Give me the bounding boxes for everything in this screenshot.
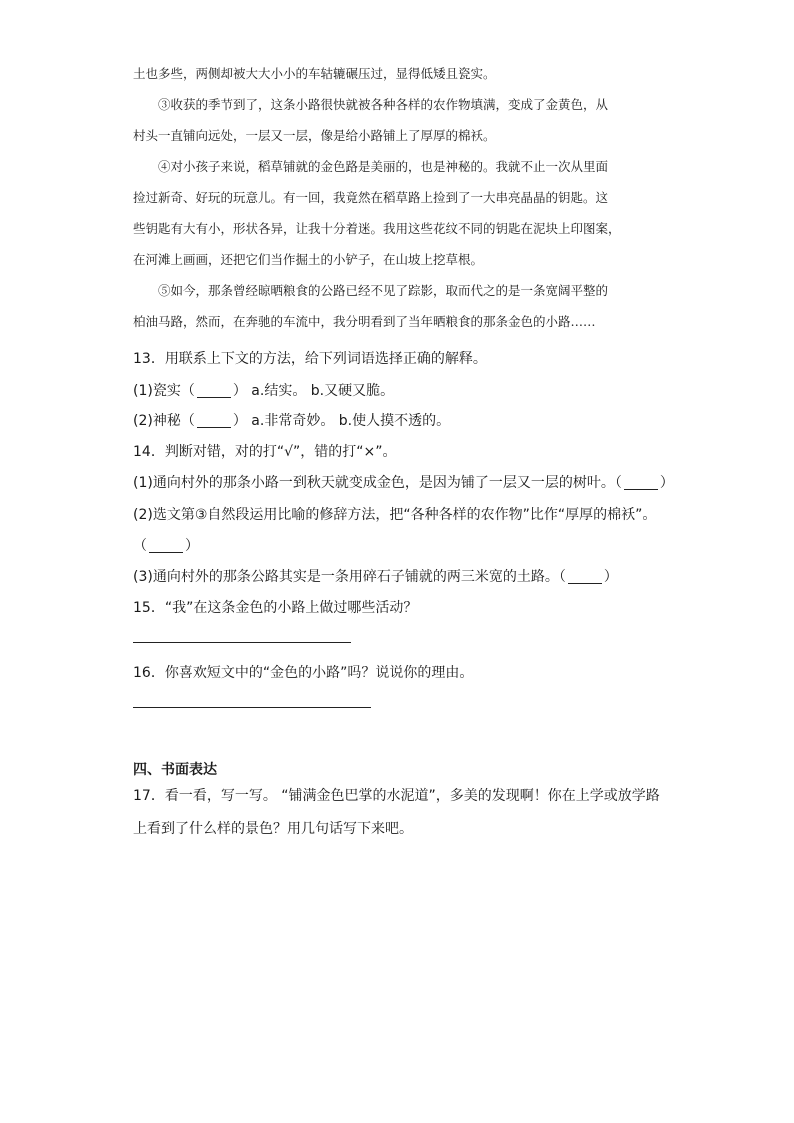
answer-blank[interactable]: [197, 413, 231, 428]
question-16-answer-line[interactable]: [133, 707, 371, 708]
passage-paragraph-3: ③收获的季节到了，这条小路很快就被各种各样的农作物填满，变成了金黄色，从: [158, 97, 609, 112]
answer-blank[interactable]: [624, 475, 658, 490]
item-options: ） a.非常奇妙。 b.使人摸不透的。: [232, 413, 451, 429]
question-15-answer-line[interactable]: [133, 642, 351, 643]
question-13-item-1: [133, 380, 394, 400]
passage-paragraph-4: ④对小孩子来说，稻草铺就的金色路是美丽的，也是神秘的。我就不止一次从里面: [158, 159, 609, 174]
reading-passage: [133, 58, 663, 337]
question-14-item-1: [133, 472, 674, 492]
item-text: (2)神秘（: [133, 413, 195, 429]
item-bracket: ）: [603, 569, 618, 585]
answer-blank[interactable]: [149, 538, 183, 553]
item-text: (1)瓷实（: [133, 383, 195, 399]
passage-line: 些钥匙有大有小，形状各异，让我十分着迷。我用这些花纹不同的钥匙在泥块上印图案，: [133, 221, 621, 236]
question-15-stem: 15．“我”在这条金色的小路上做过哪些活动？: [133, 600, 418, 616]
question-13-item-2: [133, 410, 450, 430]
item-text: (3)通向村外的那条公路其实是一条用碎石子铺就的两三米宽的土路。（: [133, 569, 566, 585]
passage-line: 土也多些，两侧却被大大小小的车轱辘碾压过，显得低矮且瓷实。: [133, 66, 496, 81]
item-bracket: ）: [185, 538, 199, 554]
passage-line: 村头一直铺向远处，一层又一层，像是给小路铺上了厚厚的棉袄。: [133, 128, 496, 143]
answer-blank[interactable]: [568, 569, 602, 584]
item-options: ） a.结实。 b.又硬又脆。: [232, 383, 395, 399]
answer-blank[interactable]: [197, 383, 231, 398]
question-17-line-1: 17．看一看，写一写。 “铺满金色巴掌的水泥道”，多美的发现啊！你在上学或放学路: [133, 788, 660, 804]
passage-line: 柏油马路，然而，在奔驰的车流中，我分明看到了当年晒粮食的那条金色的小路……: [133, 314, 596, 329]
question-14-item-2: (2)选文第③自然段运用比喻的修辞方法，把“各种各样的农作物”比作“厚厚的棉袄”。: [133, 507, 657, 523]
question-14-item-2-answer: [133, 535, 199, 555]
question-14-item-3: [133, 566, 618, 586]
question-13-stem: 13．用联系上下文的方法，给下列词语选择正确的解释。: [133, 351, 487, 367]
item-bracket: （: [133, 538, 147, 554]
question-14-stem: 14．判断对错，对的打“√”，错的打“×”。: [133, 444, 397, 460]
question-16-stem: 16．你喜欢短文中的“金色的小路”吗？说说你的理由。: [133, 665, 474, 681]
item-text: (1)通向村外的那条小路一到秋天就变成金色，是因为铺了一层又一层的树叶。（: [133, 475, 622, 491]
item-bracket: ）: [659, 475, 674, 491]
section-heading: 四、书面表达: [133, 762, 217, 778]
passage-paragraph-5: ⑤如今，那条曾经晾晒粮食的公路已经不见了踪影，取而代之的是一条宽阔平整的: [158, 283, 609, 298]
passage-line: 在河滩上画画，还把它们当作掘土的小铲子，在山坡上挖草根。: [133, 252, 484, 267]
question-17-line-2: 上看到了什么样的景色？用几句话写下来吧。: [133, 821, 413, 837]
passage-line: 捡过新奇、好玩的玩意儿。有一回，我竟然在稻草路上捡到了一大串亮晶晶的钥匙。这: [133, 190, 609, 205]
